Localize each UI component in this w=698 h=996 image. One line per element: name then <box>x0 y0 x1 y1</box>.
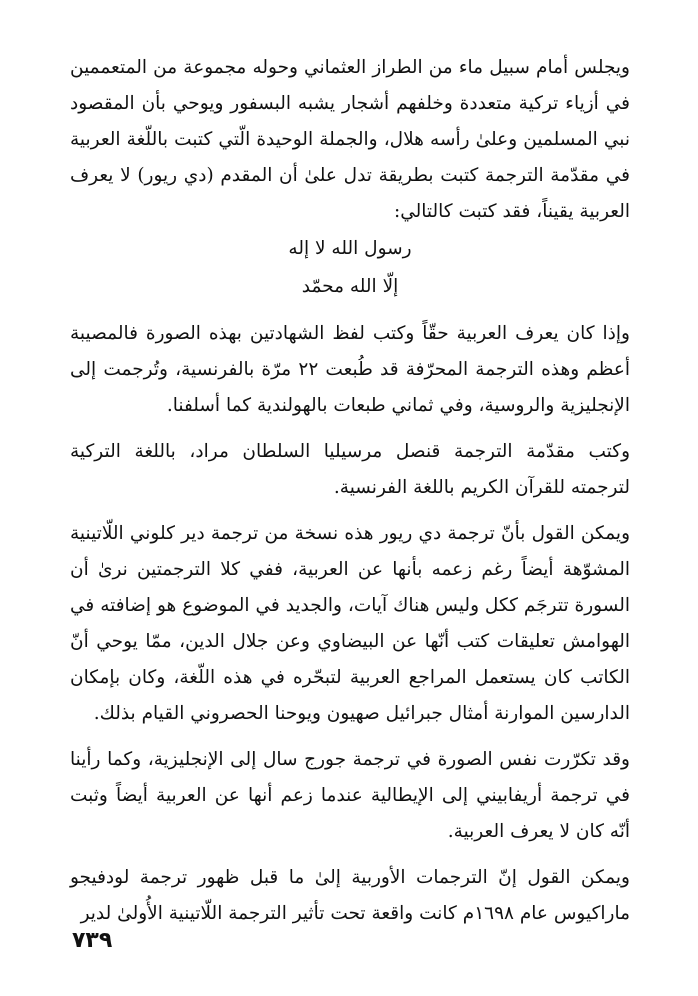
page-number: ٧٣٩ <box>72 928 113 953</box>
paragraph-6: ويمكن القول إنّ الترجمات الأوربية إلىٰ ما قبل ظهور ترجمة لودفيجو ماراكيوس عام ١٦٩٨م كانت واقعة تحت تأثير الترجمة اللّاتينية الأُولىٰ لدير <box>70 867 630 924</box>
page-body <box>70 50 630 932</box>
verse-line-2: إلّا الله محمّد <box>301 276 399 297</box>
paragraph-5: وقد تكرّرت نفس الصورة في ترجمة جورج سال إلى الإنجليزية، وكما رأينا في ترجمة أريفابيني إلى الإيطالية عندما زعم أنها عن العربية أيضاً وثبت أنّه كان لا يعرف العربية. <box>70 749 630 842</box>
verse-line-1: رسول الله لا إله <box>288 238 412 259</box>
paragraph-2: وإذا كان يعرف العربية حقّاً وكتب لفظ الشهادتين بهذه الصورة فالمصيبة أعظم وهذه الترجمة المحرّفة قد طُبعت ٢٢ مرّة بالفرنسية، وتُرجمت إلى الإنجليزية والروسية، وفي ثماني طبعات بالهولندية كما أسلفنا. <box>70 323 630 416</box>
paragraph-3: وكتب مقدّمة الترجمة قنصل مرسيليا السلطان مراد، باللغة التركية لترجمته للقرآن الكريم باللغة الفرنسية. <box>70 441 630 498</box>
paragraph-1: ويجلس أمام سبيل ماء من الطراز العثماني وحوله مجموعة من المتعممين في أزياء تركية متعددة وخلفهم أشجار يشبه البسفور ويوحي بأن المقصود نبي المسلمين وعلىٰ رأسه هلال، والجملة الوحيدة الّتي كتبت باللّغة العربية في مقدّمة الترجمة كتبت بطريقة تدل علىٰ أن المقدم (دي ريور) لا يعرف العربية يقيناً، فقد كتبت كالتالي: <box>70 57 630 222</box>
paragraph-4: ويمكن القول بأنّ ترجمة دي ريور هذه نسخة من ترجمة دير كلوني اللّاتينية المشوّهة أيضاً رغم زعمه بأنها عن العربية، ففي كلا الترجمتين نرىٰ أن السورة تترجَم ككل وليس هناك آيات، والجديد في الموضوع هو إضافته في الهوامش تعليقات كتب أنّها عن البيضاوي وعن جلال الدين، ممّا يوحي أنّ الكاتب كان يستعمل المراجع العربية لتبحّره في هذه اللّغة، وكان بإمكان الدارسين الموارنة أمثال جبرائيل صهيون ويوحنا الحصروني القيام بذلك. <box>70 523 630 724</box>
